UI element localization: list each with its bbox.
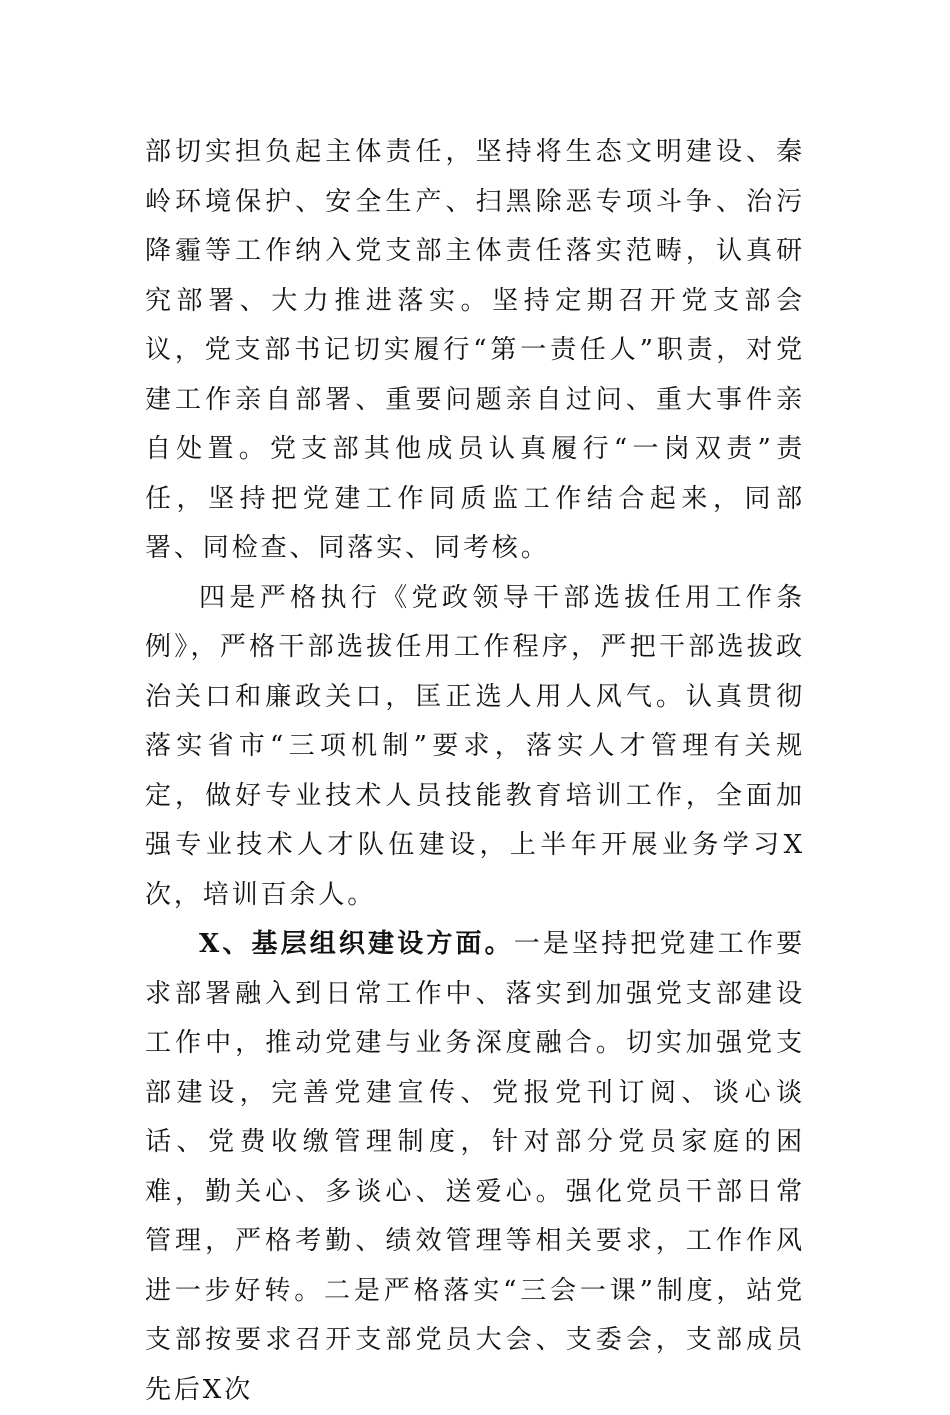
paragraph-3 — [145, 920, 805, 1415]
section-heading: X、基层组织建设方面。 — [199, 929, 514, 959]
paragraph-2: 四是严格执行《党政领导干部选拔任用工作条例》，严格干部选拔任用工作程序，严把干部选拔政治关口和廉政关口，匡正选人用人风气。认真贯彻落实省市“三项机制”要求，落实人才管理有关规定，做好专业技术人员技能教育培训工作，全面加强专业技术人才队伍建设，上半年开展业务学习X次，培训百余人。 — [145, 582, 805, 910]
document-page — [145, 128, 805, 1415]
paragraph-3-body: 一是坚持把党建工作要求部署融入到日常工作中、落实到加强党支部建设工作中，推动党建与业务深度融合。切实加强党支部建设，完善党建宣传、党报党刊订阅、谈心谈话、党费收缴管理制度，针对部分党员家庭的困难，勤关心、多谈心、送爱心。强化党员干部日常管理，严格考勤、绩效管理等相关要求，工作作风进一步好转。二是严格落实“三会一课”制度，站党支部按要求召开支部党员大会、支委会，支部成员先后X次 — [145, 929, 805, 1405]
paragraph-1: 部切实担负起主体责任，坚持将生态文明建设、秦岭环境保护、安全生产、扫黑除恶专项斗争、治污降霾等工作纳入党支部主体责任落实范畴，认真研究部署、大力推进落实。坚持定期召开党支部会议，党支部书记切实履行“第一责任人”职责，对党建工作亲自部署、重要问题亲自过问、重大事件亲自处置。党支部其他成员认真履行“一岗双责”责任，坚持把党建工作同质监工作结合起来，同部署、同检查、同落实、同考核。 — [145, 137, 805, 563]
